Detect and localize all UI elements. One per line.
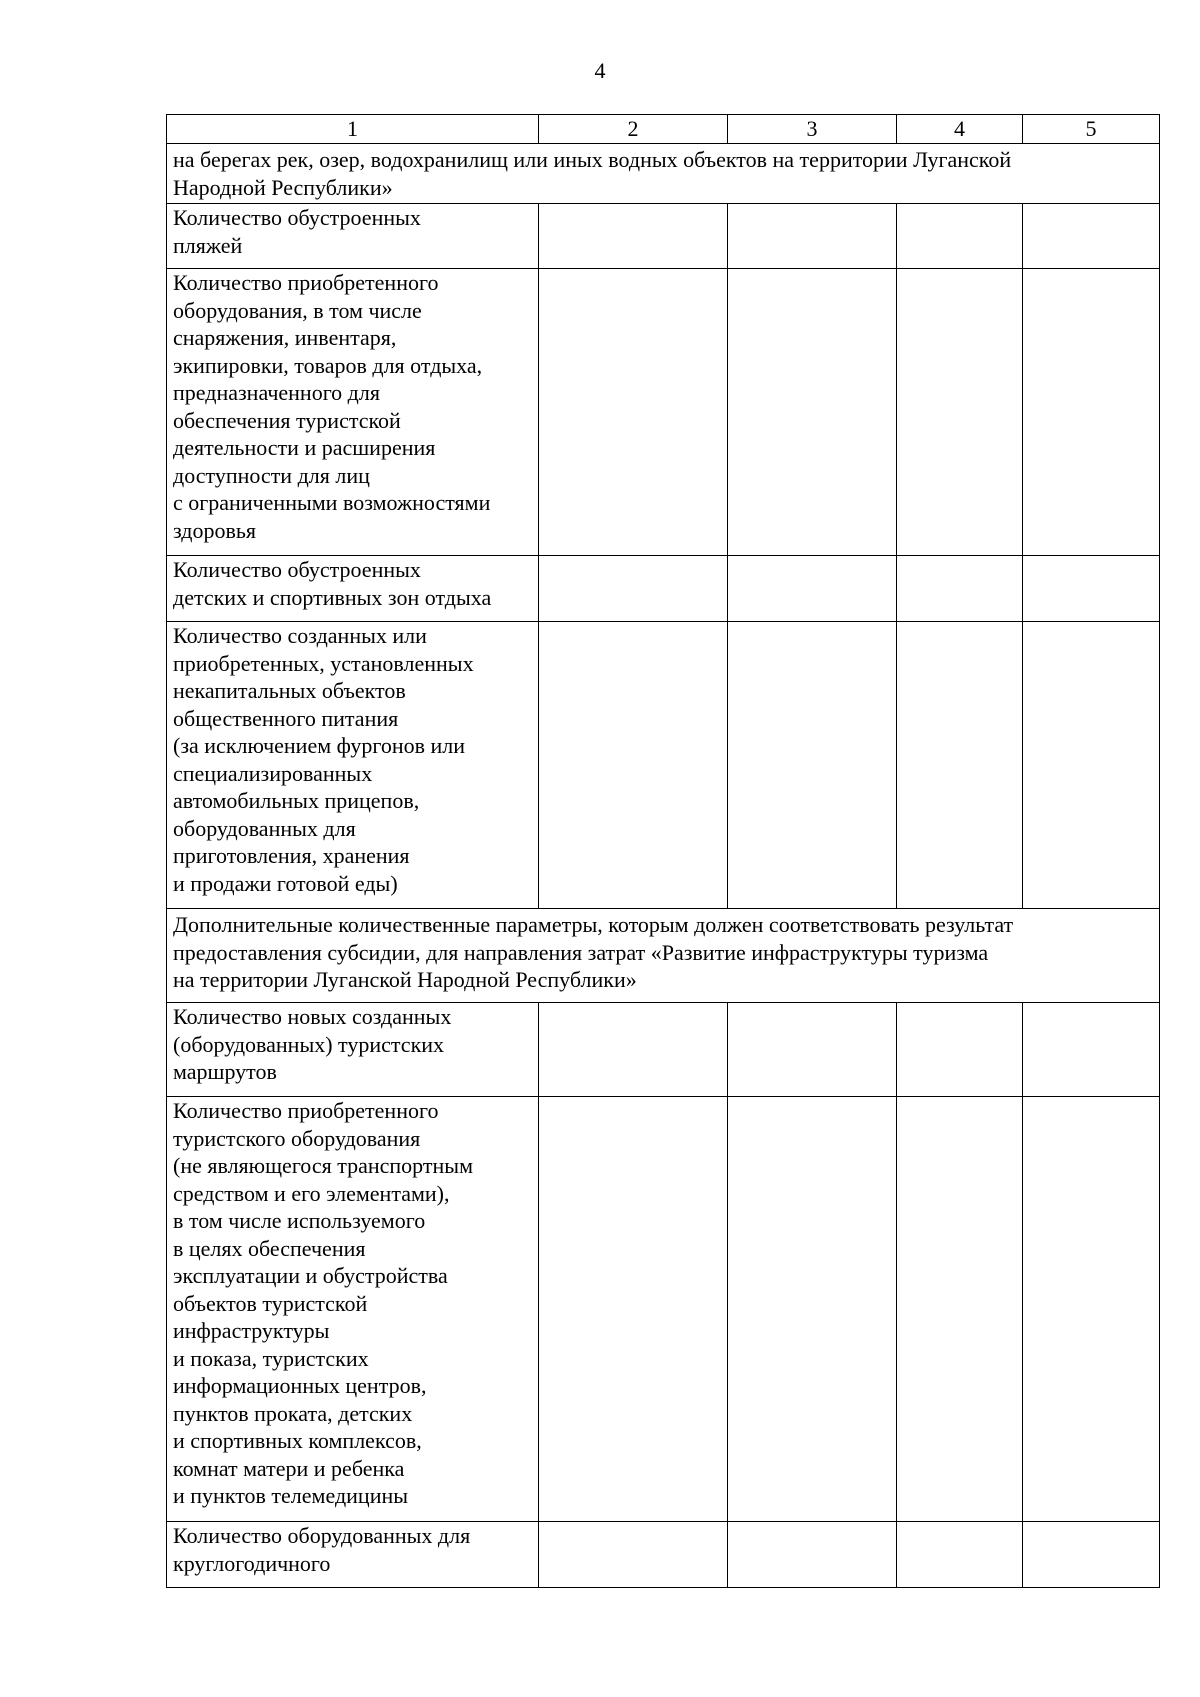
table-row: [167, 1522, 1160, 1588]
empty-value-cell-col-4: [897, 622, 1023, 909]
empty-value-cell-col-2: [539, 1003, 728, 1097]
section-header-row: [167, 144, 1160, 204]
indicator-name-cell: Количество оборудованных для круглогодичного: [167, 1522, 539, 1588]
empty-value-cell-col-2: [539, 1522, 728, 1588]
empty-value-cell-col-3: [728, 622, 897, 909]
indicator-name-cell: Количество обустроенных детских и спортивных зон отдыха: [167, 556, 539, 622]
table-row: [167, 269, 1160, 556]
empty-value-cell-col-2: [539, 204, 728, 269]
table-header-row: [167, 115, 1160, 144]
empty-value-cell-col-5: [1023, 556, 1160, 622]
empty-value-cell-col-2: [539, 622, 728, 909]
column-number-1: 1: [167, 115, 539, 144]
empty-value-cell-col-5: [1023, 1003, 1160, 1097]
indicator-name-cell: Количество обустроенных пляжей: [167, 204, 539, 269]
empty-value-cell-col-2: [539, 269, 728, 556]
empty-value-cell-col-3: [728, 1097, 897, 1522]
empty-value-cell-col-5: [1023, 204, 1160, 269]
column-number-3: 3: [728, 115, 897, 144]
empty-value-cell-col-2: [539, 556, 728, 622]
table-row: [167, 622, 1160, 909]
indicator-table: [166, 114, 1160, 1588]
empty-value-cell-col-5: [1023, 1522, 1160, 1588]
empty-value-cell-col-5: [1023, 622, 1160, 909]
empty-value-cell-col-3: [728, 1522, 897, 1588]
table-row: [167, 1097, 1160, 1522]
indicator-name-cell: Количество приобретенного оборудования, в том числе снаряжения, инвентаря, экипировки, товаров для отдыха, предназначенного для обеспечения туристской деятельности и расширения доступности для лиц с ограниченными возможностями здоровья: [167, 269, 539, 556]
column-number-4: 4: [897, 115, 1023, 144]
empty-value-cell-col-4: [897, 1522, 1023, 1588]
column-number-2: 2: [539, 115, 728, 144]
empty-value-cell-col-4: [897, 269, 1023, 556]
empty-value-cell-col-2: [539, 1097, 728, 1522]
empty-value-cell-col-4: [897, 1097, 1023, 1522]
section-header-text: Дополнительные количественные параметры, которым должен соответствовать результат предоставления субсидии, для направления затрат «Развитие инфраструктуры туризма на территории Луганской Народной Республики»: [167, 909, 1160, 1003]
table-row: [167, 556, 1160, 622]
empty-value-cell-col-4: [897, 556, 1023, 622]
empty-value-cell-col-3: [728, 269, 897, 556]
empty-value-cell-col-3: [728, 204, 897, 269]
section-header-row: [167, 909, 1160, 1003]
table-row: [167, 1003, 1160, 1097]
column-number-5: 5: [1023, 115, 1160, 144]
empty-value-cell-col-3: [728, 1003, 897, 1097]
page-number: 4: [594, 58, 606, 83]
table-row: [167, 204, 1160, 269]
indicator-name-cell: Количество приобретенного туристского оборудования (не являющегося транспортным средством и его элементами), в том числе используемого в целях обеспечения эксплуатации и обустройства объектов туристской инфраструктуры и показа, туристских информационных центров, пунктов проката, детских и спортивных комплексов, комнат матери и ребенка и пунктов телемедицины: [167, 1097, 539, 1522]
empty-value-cell-col-4: [897, 1003, 1023, 1097]
empty-value-cell-col-5: [1023, 1097, 1160, 1522]
empty-value-cell-col-5: [1023, 269, 1160, 556]
indicator-name-cell: Количество новых созданных (оборудованных) туристских маршрутов: [167, 1003, 539, 1097]
indicator-name-cell: Количество созданных или приобретенных, установленных некапитальных объектов общественного питания (за исключением фургонов или специализированных автомобильных прицепов, оборудованных для приготовления, хранения и продажи готовой еды): [167, 622, 539, 909]
empty-value-cell-col-4: [897, 204, 1023, 269]
section-header-text: на берегах рек, озер, водохранилищ или иных водных объектов на территории Луганской Народной Республики»: [167, 144, 1160, 204]
empty-value-cell-col-3: [728, 556, 897, 622]
